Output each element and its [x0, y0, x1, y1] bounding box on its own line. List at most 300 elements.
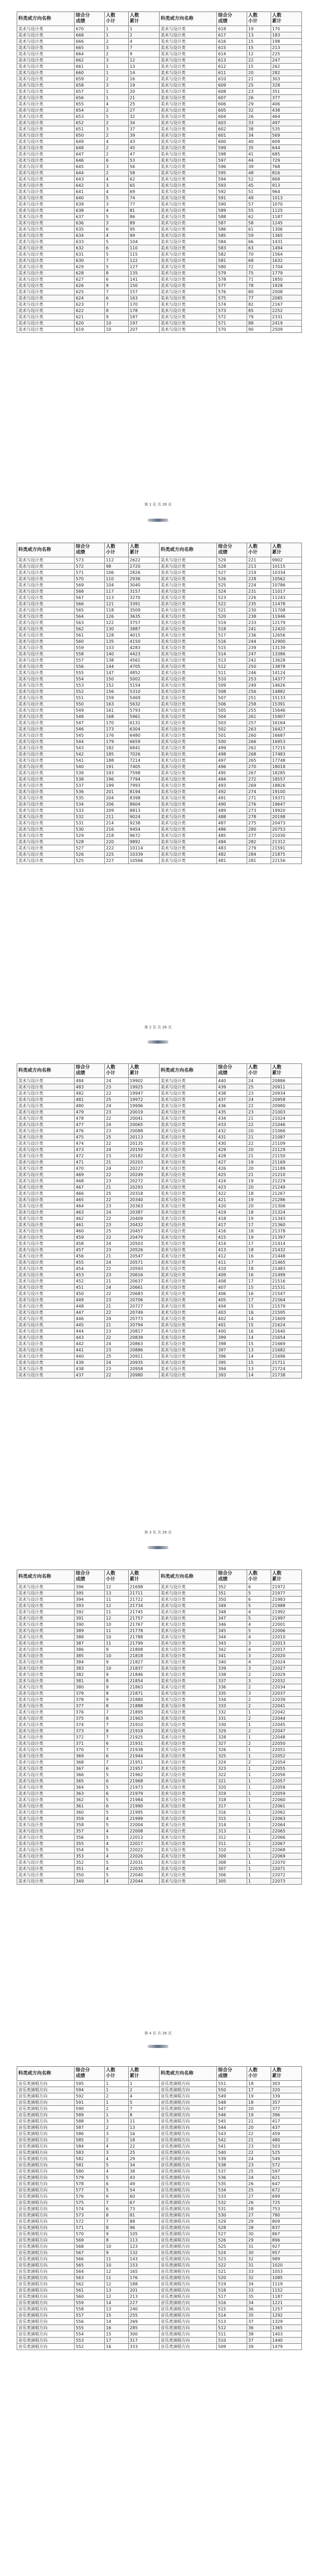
table-row [17, 1134, 302, 1141]
table-cell: 6 [247, 1584, 271, 1590]
table-cell: 美术与设计类 [17, 1372, 75, 1379]
table-cell: 美术与设计类 [17, 776, 75, 783]
table-row [17, 2150, 302, 2156]
table-cell: 21903 [128, 1716, 159, 1722]
table-cell: 43 [128, 2175, 159, 2181]
table-cell: 20 [247, 1184, 271, 1191]
table-cell: 546 [217, 2112, 247, 2118]
table-cell: 23 [247, 89, 271, 95]
table-cell: 美术与设计类 [159, 1322, 216, 1328]
table-cell: 22054 [271, 1759, 301, 1766]
table-cell: 69 [128, 189, 159, 195]
table-cell: 美术与设计类 [17, 1703, 75, 1709]
table-cell: 20980 [128, 1372, 159, 1379]
table-cell: 556 [75, 2319, 105, 2325]
table-cell: 659 [75, 76, 105, 82]
table-cell: 344 [217, 1634, 247, 1640]
table-row [17, 2237, 302, 2244]
table-cell: 8398 [128, 795, 159, 801]
table-cell: 62 [247, 214, 271, 220]
table-cell: 580 [217, 264, 247, 270]
table-cell: 24 [247, 1097, 271, 1103]
table-cell: 201 [128, 2287, 159, 2294]
table-cell: 316 [217, 1810, 247, 1816]
table-cell: 188 [128, 2281, 159, 2287]
table-cell: 美术与设计类 [159, 826, 216, 833]
table-cell: 21995 [128, 1810, 159, 1816]
table-cell: 159 [105, 695, 129, 701]
table-cell: 638 [75, 208, 105, 214]
table-cell: 527 [217, 570, 247, 576]
table-cell: 317 [217, 1803, 247, 1810]
table-cell: 355 [75, 1841, 105, 1847]
table-cell: 美术与设计类 [159, 1241, 216, 1247]
table-cell: 580 [75, 2168, 105, 2175]
table-cell: 39 [247, 2344, 271, 2350]
table-cell: 美术与设计类 [159, 1778, 216, 1784]
table-cell: 美术与设计类 [17, 133, 75, 139]
table-cell: 88 [128, 2219, 159, 2225]
table-cell: 20 [247, 1203, 271, 1209]
table-cell: 21972 [271, 1584, 301, 1590]
table-cell: 32 [128, 114, 159, 120]
table-cell: 662 [75, 57, 105, 64]
table-cell: 22057 [271, 1778, 301, 1784]
table-cell: 21267 [271, 1191, 301, 1197]
table-cell: 美术与设计类 [159, 1615, 216, 1622]
table-row [17, 1141, 302, 1147]
score-distribution-table [17, 543, 302, 864]
table-cell: 美术与设计类 [17, 51, 75, 57]
table-cell: 19 [247, 1178, 271, 1184]
table-cell: 美术与设计类 [17, 1341, 75, 1347]
table-cell: 35 [247, 2294, 271, 2300]
table-cell: 403 [217, 1310, 247, 1316]
table-cell: 20773 [128, 1316, 159, 1322]
table-cell: 音乐类演唱方向 [17, 2225, 75, 2231]
table-row [17, 214, 302, 220]
table-row [17, 302, 302, 308]
table-row [17, 308, 302, 314]
table-row [17, 1103, 302, 1109]
table-cell: 11708 [271, 607, 301, 614]
table-cell: 484 [217, 839, 247, 845]
table-cell: 257 [247, 720, 271, 726]
table-row [17, 170, 302, 176]
table-cell: 25 [105, 1191, 129, 1197]
table-cell: 12900 [271, 639, 301, 645]
table-cell: 30 [247, 2250, 271, 2256]
column-header: 综合分 成绩 [75, 2067, 105, 2081]
table-cell: 3 [105, 45, 129, 51]
table-cell: 美术与设计类 [159, 614, 216, 620]
table-row [17, 2331, 302, 2338]
table-cell: 美术与设计类 [159, 1297, 216, 1303]
table-row [17, 1285, 302, 1291]
table-cell: 11946 [271, 614, 301, 620]
table-cell: 10115 [271, 564, 301, 570]
table-cell: 14882 [271, 689, 301, 695]
table-cell: 1187 [271, 2294, 301, 2300]
table-cell: 1 [247, 1797, 271, 1803]
table-row [17, 2275, 302, 2281]
table-cell: 音乐类演唱方向 [17, 2081, 75, 2087]
table-cell: 24 [105, 1341, 129, 1347]
table-cell: 美术与设计类 [159, 770, 216, 776]
table-cell: 美术与设计类 [159, 1078, 216, 1084]
table-cell: 629 [75, 264, 105, 270]
table-cell: 1 [105, 70, 129, 76]
table-cell: 24 [105, 1209, 129, 1216]
table-cell: 1 [128, 26, 159, 32]
table-cell: 17 [247, 1278, 271, 1285]
table-cell: 21 [247, 2118, 271, 2125]
table-cell: 538 [75, 776, 105, 783]
table-cell: 18557 [271, 776, 301, 783]
table-cell: 2622 [128, 557, 159, 564]
table-cell: 438 [217, 1091, 247, 1097]
table-cell: 236 [247, 632, 271, 639]
table-cell: 537 [75, 783, 105, 789]
table-cell: 16 [247, 1291, 271, 1297]
table-cell: 14 [128, 70, 159, 76]
table-cell: 5002 [128, 676, 159, 682]
column-header: 科类或方向名称 [159, 1064, 216, 1078]
table-row [17, 751, 302, 758]
table-cell: 437 [217, 1097, 247, 1103]
table-cell: 美术与设计类 [159, 1084, 216, 1091]
table-row [17, 1716, 302, 1722]
table-cell: 21938 [128, 1747, 159, 1753]
table-cell: 22073 [271, 1878, 301, 1885]
table-row [17, 89, 302, 95]
table-row [17, 1172, 302, 1178]
table-cell: 1 [247, 1722, 271, 1728]
table-cell: 美术与设计类 [159, 1272, 216, 1278]
table-cell: 660 [75, 70, 105, 76]
table-cell: 89 [128, 220, 159, 226]
table-cell: 美术与设计类 [159, 1097, 216, 1103]
table-cell: 537 [217, 2168, 247, 2175]
table-cell: 美术与设计类 [17, 1078, 75, 1084]
table-cell: 570 [75, 2231, 105, 2237]
table-cell: 15 [247, 45, 271, 51]
table-cell: 328 [271, 82, 301, 89]
table-cell: 438 [75, 1366, 105, 1372]
table-cell: 7794 [128, 776, 159, 783]
table-cell: 6 [105, 1791, 129, 1797]
table-cell: 416 [217, 1228, 247, 1235]
table-cell: 美术与设计类 [159, 1647, 216, 1653]
table-cell: 21778 [128, 1628, 159, 1634]
table-cell: 19 [247, 2112, 271, 2118]
table-cell: 23 [105, 1366, 129, 1372]
table-cell: 13 [247, 1366, 271, 1372]
table-cell: 655 [75, 101, 105, 107]
table-row [17, 1747, 302, 1753]
table-cell: 501 [217, 733, 247, 739]
table-cell: 美术与设计类 [17, 1741, 75, 1747]
table-cell: 402 [217, 1316, 247, 1322]
table-cell: 615 [217, 45, 247, 51]
column-header: 人数 累计 [128, 2067, 159, 2081]
table-row [17, 2212, 302, 2219]
table-cell: 376 [75, 1709, 105, 1716]
table-cell: 516 [217, 639, 247, 645]
table-cell: 349 [75, 1878, 105, 1885]
table-cell: 5 [105, 2187, 129, 2194]
table-row [17, 833, 302, 839]
table-cell: 4561 [128, 657, 159, 664]
column-header: 人数 小计 [247, 12, 271, 26]
table-cell: 美术与设计类 [159, 320, 216, 327]
table-cell: 1632 [271, 258, 301, 264]
table-cell: 美术与设计类 [17, 1640, 75, 1647]
table-row [17, 314, 302, 320]
table-cell: 364 [75, 1784, 105, 1791]
table-row [17, 1728, 302, 1734]
table-cell: 346 [217, 1622, 247, 1628]
table-row [17, 676, 302, 682]
table-cell: 24 [105, 1285, 129, 1291]
table-cell: 音乐类演唱方向 [159, 2187, 216, 2194]
table-cell: 25 [247, 82, 271, 89]
table-cell: 17 [247, 1222, 271, 1228]
table-cell: 22045 [271, 1722, 301, 1728]
table-row [17, 1597, 302, 1603]
table-row [17, 1222, 302, 1228]
table-row [17, 277, 302, 283]
table-row [17, 839, 302, 845]
column-header: 人数 累计 [128, 543, 159, 557]
table-cell: 美术与设计类 [159, 1684, 216, 1691]
table-cell: 16427 [271, 726, 301, 733]
table-cell: 625 [75, 289, 105, 295]
table-cell: 8194 [128, 789, 159, 795]
table-cell: 美术与设计类 [17, 95, 75, 101]
table-cell: 415 [217, 1235, 247, 1241]
table-cell: 19947 [128, 1091, 159, 1097]
table-row [17, 1653, 302, 1659]
table-cell: 1257 [271, 2306, 301, 2313]
table-cell: 178 [128, 308, 159, 314]
table-cell: 19972 [128, 1097, 159, 1103]
table-cell: 2 [105, 39, 129, 45]
table-cell: 621 [75, 314, 105, 320]
table-cell: 美术与设计类 [17, 64, 75, 70]
table-cell: 美术与设计类 [17, 1353, 75, 1360]
table-cell: 20980 [271, 1103, 301, 1109]
table-cell: 美术与设计类 [159, 101, 216, 107]
table-cell: 21 [105, 1184, 129, 1191]
table-cell: 9024 [128, 814, 159, 820]
table-cell: 20409 [128, 1216, 159, 1222]
table-row [17, 695, 302, 701]
table-cell: 17748 [271, 758, 301, 764]
table-cell: 182 [105, 745, 129, 751]
table-cell: 美术与设计类 [159, 695, 216, 701]
table-cell: 53 [128, 158, 159, 164]
column-header: 综合分 成绩 [217, 1570, 247, 1584]
table-row [17, 1860, 302, 1866]
table-cell: 68 [247, 258, 271, 264]
table-cell: 21595 [271, 1310, 301, 1316]
table-cell: 411 [217, 1260, 247, 1266]
table-row [17, 2162, 302, 2168]
table-cell: 518 [217, 626, 247, 632]
table-cell: 美术与设计类 [159, 739, 216, 745]
table-cell: 11 [105, 2256, 129, 2262]
table-cell: 美术与设计类 [17, 1366, 75, 1372]
table-cell: 25 [105, 1134, 129, 1141]
column-header: 人数 累计 [128, 12, 159, 26]
table-cell: 21992 [271, 1609, 301, 1615]
table-cell: 263 [247, 726, 271, 733]
column-header: 综合分 成绩 [75, 1570, 105, 1584]
table-cell: 4423 [128, 651, 159, 657]
table-cell: 3 [105, 201, 129, 208]
table-row [17, 1347, 302, 1353]
table-cell: 22022 [128, 1847, 159, 1853]
table-cell: 美术与设计类 [159, 1109, 216, 1116]
table-row [17, 645, 302, 651]
table-cell: 621 [271, 2175, 301, 2181]
table-cell: 24 [105, 1103, 129, 1109]
table-cell: 美术与设计类 [159, 1722, 216, 1728]
table-cell: 7 [128, 2106, 159, 2112]
table-cell: 13 [247, 1347, 271, 1353]
table-cell: 美术与设计类 [159, 82, 216, 89]
table-cell: 美术与设计类 [159, 1260, 216, 1266]
table-cell: 437 [271, 2125, 301, 2131]
table-row [17, 2187, 302, 2194]
table-cell: 音乐类演唱方向 [17, 2137, 75, 2143]
table-cell: 475 [75, 1134, 105, 1141]
table-cell: 美术与设计类 [17, 258, 75, 264]
table-cell: 22 [247, 2131, 271, 2137]
table-cell: 音乐类演唱方向 [159, 2125, 216, 2131]
table-cell: 1 [247, 1810, 271, 1816]
table-cell: 10562 [271, 576, 301, 582]
table-cell: 21871 [128, 1691, 159, 1697]
table-cell: 59 [247, 233, 271, 239]
table-cell: 19100 [271, 789, 301, 795]
table-row [17, 183, 302, 189]
table-cell: 美术与设计类 [17, 657, 75, 664]
table-cell: 575 [217, 295, 247, 302]
table-row [17, 264, 302, 270]
table-row [17, 776, 302, 783]
table-cell: 352 [217, 1584, 247, 1590]
table-cell: 21875 [271, 852, 301, 858]
table-cell: 626 [75, 283, 105, 289]
table-cell: 美术与设计类 [17, 783, 75, 789]
table-cell: 音乐类演唱方向 [159, 2237, 216, 2244]
table-row [17, 32, 302, 39]
table-cell: 473 [75, 1147, 105, 1153]
table-cell: 20387 [128, 1209, 159, 1216]
table-cell: 1 [247, 1841, 271, 1847]
table-cell: 465 [75, 1197, 105, 1203]
table-cell: 541 [217, 2143, 247, 2150]
table-cell: 22065 [271, 1828, 301, 1835]
table-cell: 85 [247, 308, 271, 314]
table-cell: 20 [247, 70, 271, 76]
table-cell: 410 [217, 1266, 247, 1272]
table-cell: 1070 [271, 201, 301, 208]
table-cell: 387 [75, 1640, 105, 1647]
table-cell: 9238 [128, 820, 159, 826]
table-cell: 21531 [271, 1285, 301, 1291]
table-cell: 34 [128, 120, 159, 126]
table-cell: 美术与设计类 [17, 1772, 75, 1778]
table-cell: 18 [247, 1266, 271, 1272]
table-cell: 9 [105, 1672, 129, 1678]
table-cell: 8 [105, 2237, 129, 2244]
column-header: 人数 小计 [247, 543, 271, 557]
table-cell: 12 [105, 2269, 129, 2275]
table-cell: 美术与设计类 [159, 726, 216, 733]
table-cell: 2509 [271, 327, 301, 333]
table-cell: 577 [75, 2187, 105, 2194]
table-cell: 56 [128, 164, 159, 170]
table-cell: 54 [128, 2187, 159, 2194]
table-cell: 美术与设计类 [159, 270, 216, 277]
table-cell: 22070 [271, 1860, 301, 1866]
table-cell: 美术与设计类 [159, 1291, 216, 1297]
table-cell: 74 [128, 195, 159, 201]
table-cell: 美术与设计类 [17, 183, 75, 189]
table-cell: 音乐类演唱方向 [17, 2181, 75, 2187]
table-cell: 7214 [128, 758, 159, 764]
table-cell: 22 [105, 1216, 129, 1222]
table-row [17, 2081, 302, 2087]
table-cell: 美术与设计类 [17, 720, 75, 726]
table-cell: 549 [271, 2156, 301, 2162]
table-cell: 335 [217, 1691, 247, 1697]
table-cell: 美术与设计类 [159, 745, 216, 751]
table-cell: 816 [271, 170, 301, 176]
table-cell: 1779 [271, 270, 301, 277]
table-cell: 30 [247, 2231, 271, 2237]
page-number-label: 第 2 页 共 26 页 [144, 1025, 172, 1029]
table-cell: 12 [105, 2294, 129, 2300]
table-cell: 美术与设计类 [159, 1316, 216, 1322]
table-row [17, 657, 302, 664]
table-row [17, 1260, 302, 1266]
table-cell: 150 [105, 676, 129, 682]
table-row [17, 1116, 302, 1122]
table-cell: 3 [247, 1666, 271, 1672]
table-cell: 275 [247, 820, 271, 826]
table-cell: 647 [271, 2181, 301, 2187]
table-cell: 22039 [271, 1697, 301, 1703]
column-header: 人数 小计 [105, 12, 129, 26]
table-cell: 637 [75, 214, 105, 220]
table-cell: 音乐类演唱方向 [159, 2137, 216, 2143]
table-cell: 538 [217, 2162, 247, 2168]
table-cell: 22064 [271, 1822, 301, 1828]
table-row [17, 1647, 302, 1653]
table-cell: 20839 [128, 1335, 159, 1341]
table-cell: 221 [247, 557, 271, 564]
table-cell: 319 [217, 1791, 247, 1797]
table-cell: 913 [271, 183, 301, 189]
table-cell: 685 [271, 151, 301, 158]
table-cell: 15 [105, 2331, 129, 2338]
table-cell: 23 [247, 2162, 271, 2168]
table-cell: 197 [128, 320, 159, 327]
